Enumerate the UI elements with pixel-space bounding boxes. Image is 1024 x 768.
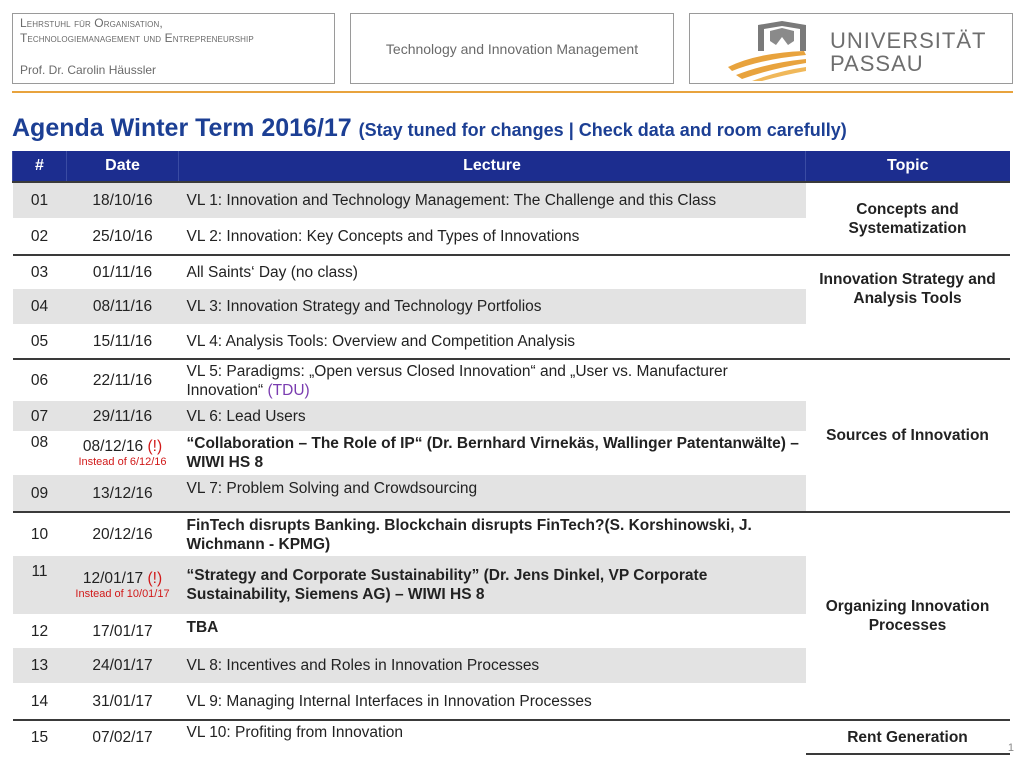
header-number: # — [13, 151, 67, 182]
row-number: 05 — [13, 324, 67, 359]
row-number: 06 — [13, 359, 67, 401]
row-number: 04 — [13, 289, 67, 324]
date-change-note: Instead of 10/01/17 — [75, 588, 170, 600]
chair-name-line1: Lehrstuhl für Organisation, — [20, 16, 163, 30]
table-row — [13, 182, 1010, 218]
row-date: 29/11/16 — [67, 401, 179, 431]
row-lecture: VL 1: Innovation and Technology Management: The Challenge and this Class — [179, 182, 806, 218]
row-lecture: VL 4: Analysis Tools: Overview and Competition Analysis — [179, 324, 806, 359]
row-number: 07 — [13, 401, 67, 431]
row-lecture: VL 6: Lead Users — [179, 401, 806, 431]
logo-word-universitaet: UNIVERSITÄT — [830, 28, 987, 53]
row-date: 24/01/17 — [67, 648, 179, 683]
page-title — [12, 114, 847, 143]
row-lecture: FinTech disrupts Banking. Blockchain disrupts FinTech?(S. Korshinowski, J. Wichmann - KPMG) — [179, 512, 806, 556]
table-row — [13, 255, 1010, 289]
row-lecture: All Saints‘ Day (no class) — [179, 255, 806, 289]
topic-cell: Sources of Innovation — [806, 359, 1010, 512]
row-number: 03 — [13, 255, 67, 289]
topic-cell: Rent Generation — [806, 720, 1010, 754]
row-date — [67, 556, 179, 614]
logo-word-passau: PASSAU — [830, 51, 924, 76]
row-lecture: VL 3: Innovation Strategy and Technology Portfolios — [179, 289, 806, 324]
row-number: 11 — [13, 556, 67, 614]
row-date: 07/02/17 — [67, 720, 179, 754]
row-date: 08/11/16 — [67, 289, 179, 324]
table-row — [13, 359, 1010, 401]
table-row — [13, 512, 1010, 556]
date-text: 12/01/17 — [82, 570, 148, 587]
lecture-tag-tdu: (TDU) — [267, 381, 310, 399]
row-date: 17/01/17 — [67, 614, 179, 648]
row-date: 13/12/16 — [67, 475, 179, 512]
table-header-row — [13, 151, 1010, 182]
title-subtitle: (Stay tuned for changes | Check data and room carefully) — [358, 120, 847, 140]
row-date: 15/11/16 — [67, 324, 179, 359]
row-lecture — [179, 359, 806, 401]
row-number: 13 — [13, 648, 67, 683]
date-change-note: Instead of 6/12/16 — [78, 456, 167, 468]
topic-cell: Organizing Innovation Processes — [806, 512, 1010, 720]
date-text: 08/12/16 — [82, 438, 148, 455]
header-divider — [12, 91, 1013, 93]
row-date: 31/01/17 — [67, 683, 179, 720]
row-lecture: VL 2: Innovation: Key Concepts and Types of Innovations — [179, 218, 806, 255]
row-lecture: TBA — [179, 614, 806, 648]
row-date: 20/12/16 — [67, 512, 179, 556]
course-header-box — [350, 13, 674, 84]
row-date — [67, 431, 179, 475]
lecture-text: VL 5: Paradigms: „Open versus Closed Innovation“ and „User vs. Manufacturer Innovation“ — [186, 362, 728, 399]
header-date: Date — [67, 151, 179, 182]
chair-header-box — [12, 13, 335, 84]
date-changed-flag: (!) — [147, 438, 163, 455]
table-row — [13, 720, 1010, 754]
course-title: Technology and Innovation Management — [385, 41, 639, 57]
professor-name: Prof. Dr. Carolin Häussler — [20, 63, 157, 77]
topic-cell: Concepts and Systematization — [806, 182, 1010, 255]
row-number: 14 — [13, 683, 67, 720]
date-changed-flag: (!) — [147, 570, 163, 587]
row-number: 10 — [13, 512, 67, 556]
agenda-table — [12, 151, 1010, 755]
row-lecture: VL 10: Profiting from Innovation — [179, 720, 806, 754]
row-number: 15 — [13, 720, 67, 754]
row-date: 18/10/16 — [67, 182, 179, 218]
row-lecture: “Strategy and Corporate Sustainability” (Dr. Jens Dinkel, VP Corporate Sustainability, Siemens AG) – WIWI HS 8 — [179, 556, 806, 614]
row-number: 02 — [13, 218, 67, 255]
row-lecture: VL 8: Incentives and Roles in Innovation Processes — [179, 648, 806, 683]
row-lecture: VL 9: Managing Internal Interfaces in Innovation Processes — [179, 683, 806, 720]
page-number: 1 — [1007, 742, 1014, 754]
row-number: 08 — [13, 431, 67, 475]
university-logo-icon — [726, 17, 826, 81]
row-lecture: “Collaboration – The Role of IP“ (Dr. Bernhard Virnekäs, Wallinger Patentanwälte) – WIWI HS 8 — [179, 431, 806, 475]
row-date: 01/11/16 — [67, 255, 179, 289]
topic-cell: Innovation Strategy and Analysis Tools — [806, 255, 1010, 359]
row-lecture: VL 7: Problem Solving and Crowdsourcing — [179, 475, 806, 512]
row-number: 01 — [13, 182, 67, 218]
row-number: 12 — [13, 614, 67, 648]
header-topic: Topic — [806, 151, 1010, 182]
chair-name-line2: Technologiemanagement und Entrepreneurship — [20, 31, 254, 45]
title-main: Agenda Winter Term 2016/17 — [12, 114, 359, 142]
university-logo-box — [689, 13, 1013, 84]
header-lecture: Lecture — [179, 151, 806, 182]
row-date: 25/10/16 — [67, 218, 179, 255]
row-date: 22/11/16 — [67, 359, 179, 401]
row-number: 09 — [13, 475, 67, 512]
